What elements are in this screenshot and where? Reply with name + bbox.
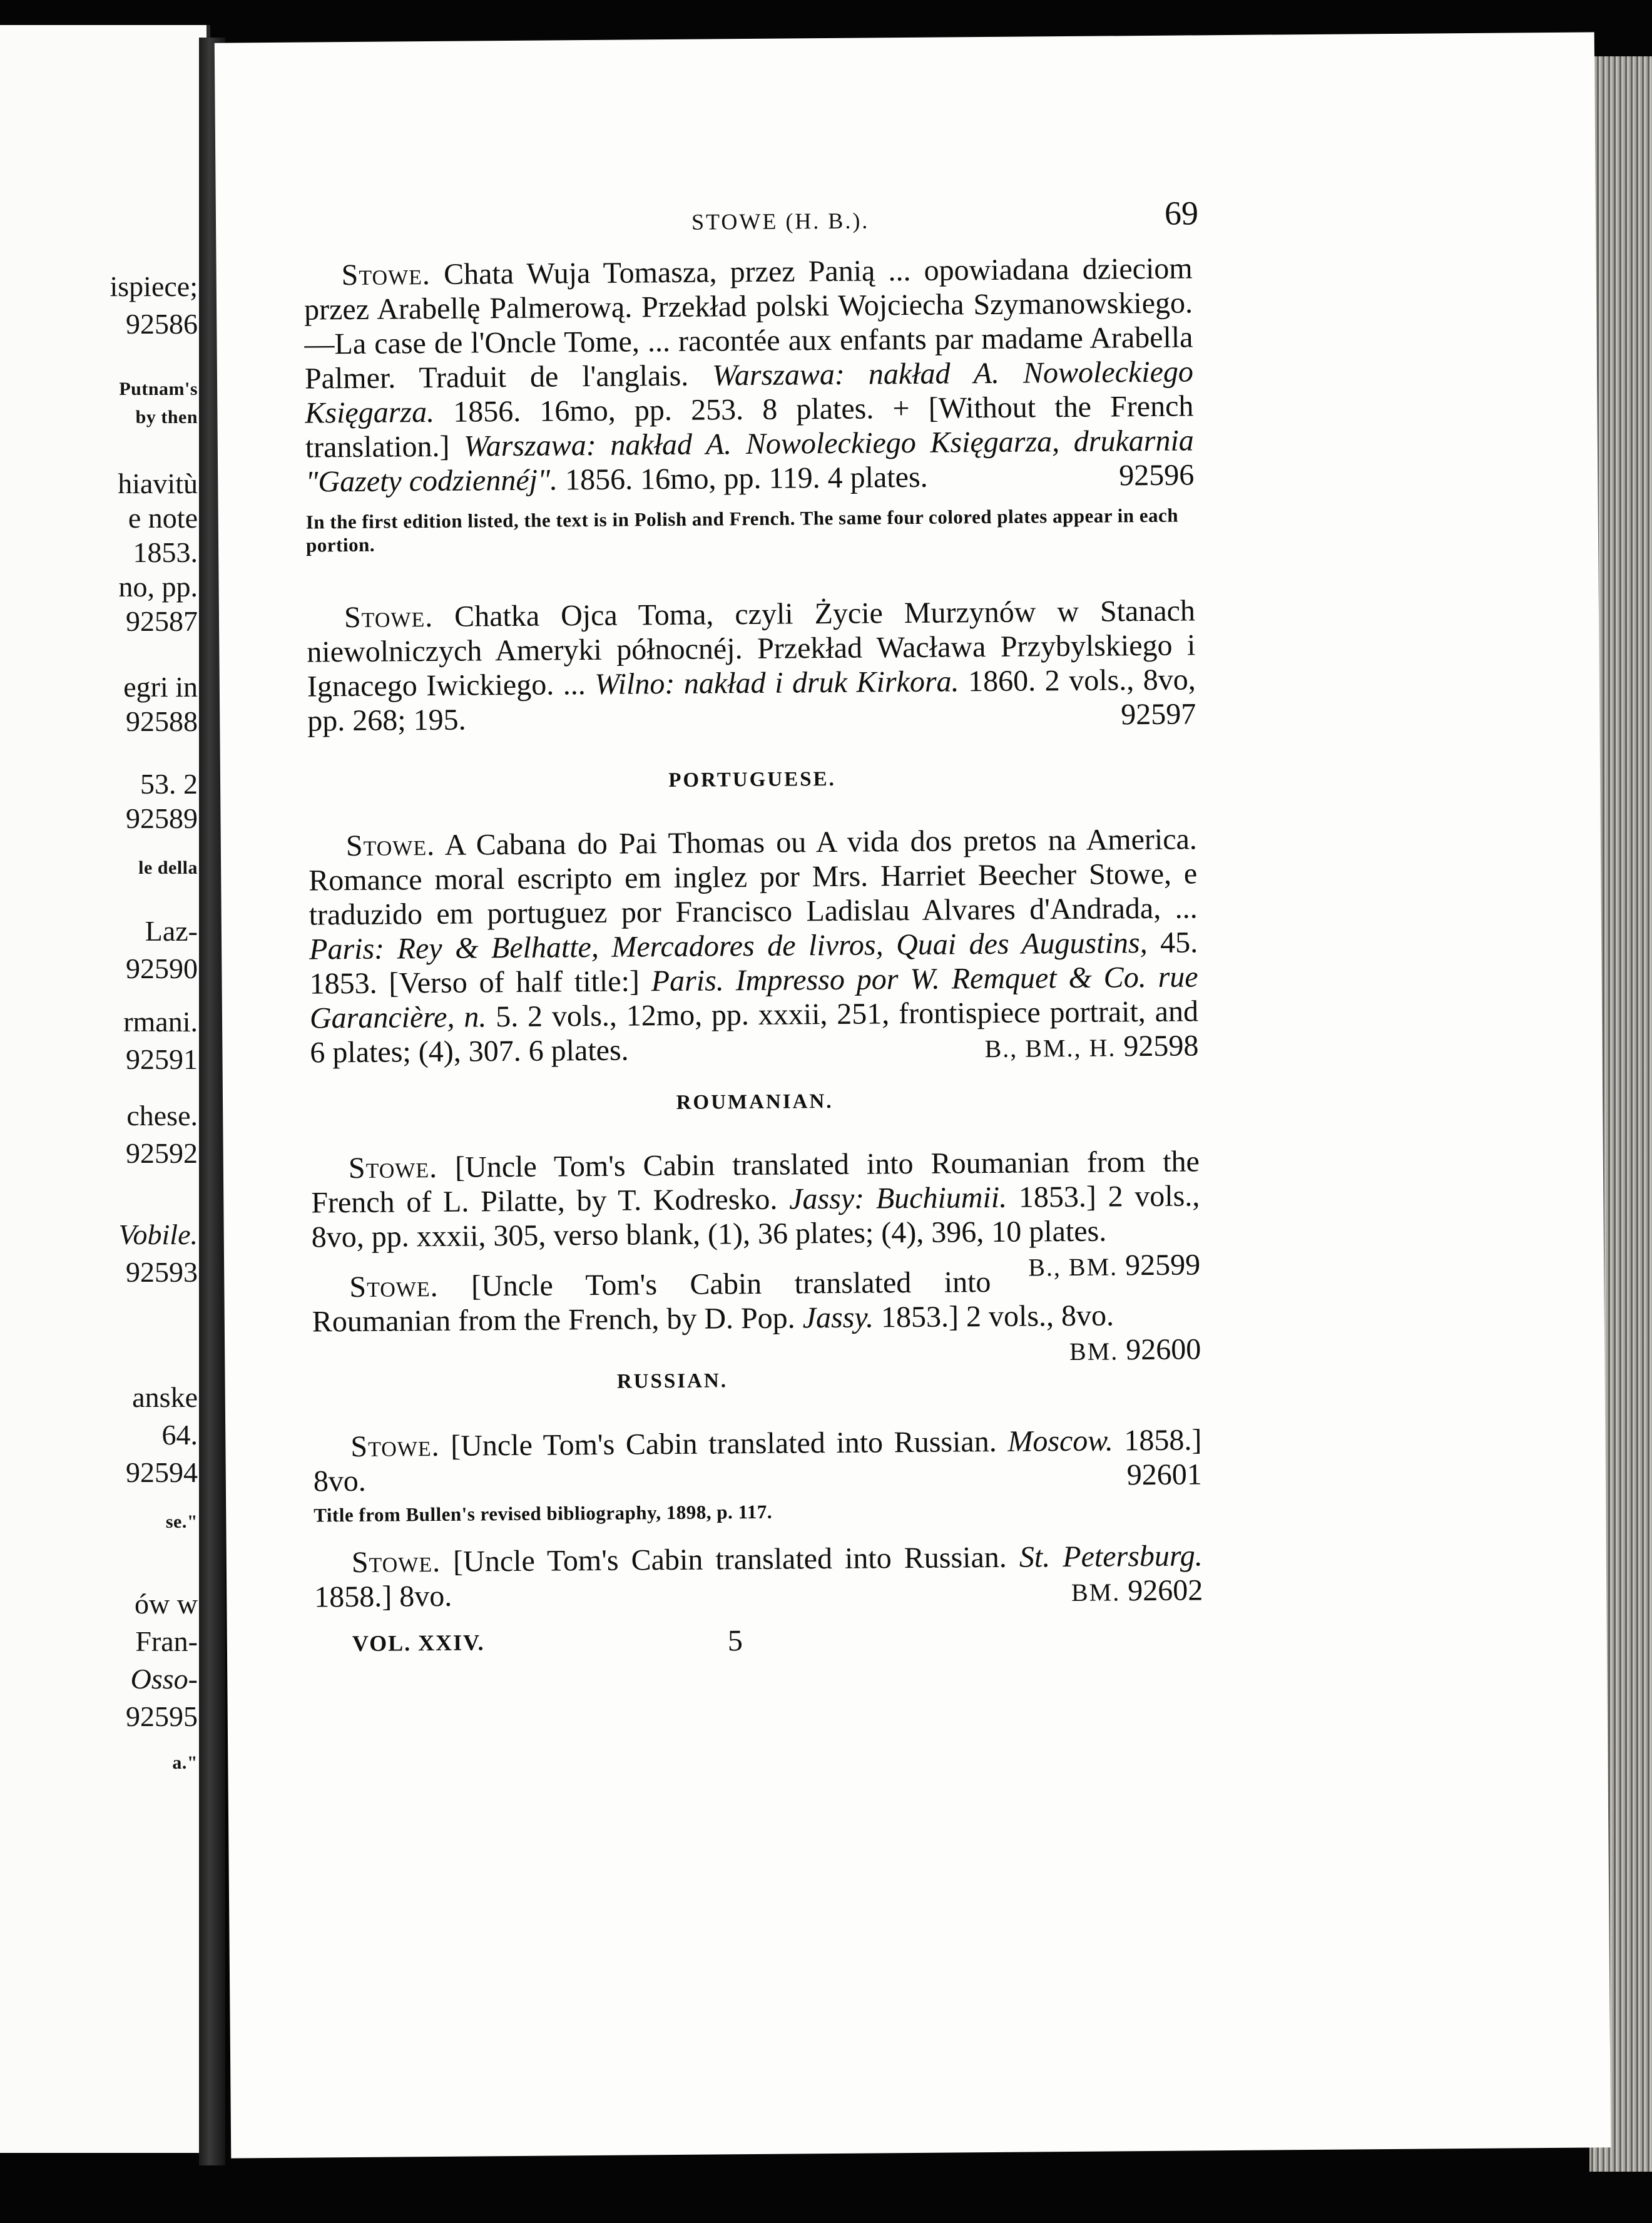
left-line: 92587 xyxy=(126,605,198,637)
entry-number: 92599 xyxy=(1124,1248,1201,1282)
entry-number-line xyxy=(1032,1332,1201,1369)
left-line: 53. 2 xyxy=(140,768,198,800)
entry-author: Stowe. xyxy=(348,1150,438,1185)
entry-imprint: Paris. Impresso por W. Remquet & Co. rue Garancière, n. xyxy=(309,960,1198,1035)
entry-note: In the first edition listed, the text is in Polish and French. The same four colored plates appear in each portion. xyxy=(305,504,1179,556)
entry-title: [Uncle Tom's Cabin translated into Roumanian from the French, by D. Pop. xyxy=(312,1265,991,1339)
entry-holdings: B., BM. xyxy=(1028,1252,1118,1282)
entry-author: Stowe. xyxy=(350,1429,440,1464)
bibliography-entry xyxy=(308,822,1199,1070)
running-head xyxy=(303,194,1199,258)
entry-title: Chatka Ojca Toma, czyli Życie Murzynów w Stanach niewolniczych Ameryki północnéj. Przekład Wacława Przybylskiego i Ignacego Iwickiego. ... xyxy=(307,594,1196,703)
entry-title: [Uncle Tom's Cabin translated into Roumanian from the French of L. Pilatte, by T. Kodresko. xyxy=(311,1145,1200,1220)
bibliography-entry xyxy=(311,1144,1201,1282)
left-line: 92586 xyxy=(126,308,198,340)
entry-number: 92600 xyxy=(1125,1332,1201,1367)
left-line: 64. xyxy=(161,1419,198,1451)
entry-collation: 1858.] 8vo. xyxy=(314,1579,452,1614)
left-line: 92590 xyxy=(126,953,198,984)
entry-imprint: Jassy. xyxy=(802,1301,874,1335)
entry-imprint: Warszawa: nakład A. Nowoleckiego Księgarza, drukarnia "Gazety codziennéj". xyxy=(305,424,1195,499)
entry-collation: 1853.] 2 vols., 8vo, pp. xxxii, 305, verso blank, (1), 36 plates; (4), 396, 10 plates. xyxy=(311,1179,1200,1254)
entry-collation: 1856. 16mo, pp. 253. 8 plates. + [Without the French translation.] xyxy=(305,389,1194,464)
left-line: anske xyxy=(132,1381,198,1413)
entry-author: Stowe. xyxy=(351,1545,441,1580)
page-footer xyxy=(315,1620,1203,1664)
entry-author: Stowe. xyxy=(341,258,431,292)
entry-imprint: Jassy: Buchiumii. xyxy=(788,1180,1007,1216)
left-line: no, pp. xyxy=(118,571,198,603)
entry-holdings: BM. xyxy=(1071,1578,1121,1607)
entry-holdings: BM. xyxy=(1069,1337,1119,1366)
entry-note: Title from Bullen's revised bibliography, 1898, p. 117. xyxy=(314,1500,773,1526)
bibliography-entry xyxy=(313,1423,1202,1498)
left-line: Osso- xyxy=(130,1663,198,1695)
page-number: 69 xyxy=(1164,194,1199,232)
left-line: 1853. xyxy=(133,536,198,568)
spacer xyxy=(306,549,1195,600)
bibliography-entry xyxy=(314,1538,1203,1614)
bibliography-entry xyxy=(303,251,1194,499)
entry-collation: 1853.] 2 vols., 8vo. xyxy=(880,1299,1114,1334)
left-line: ów w xyxy=(135,1588,198,1620)
entry-number-line xyxy=(991,1247,1200,1285)
entry-collation: 1860. 2 vols., 8vo, pp. 268; 195. xyxy=(307,663,1196,738)
entry-author: Stowe. xyxy=(345,828,436,863)
entry-collation: 1856. 16mo, pp. 119. 4 plates. xyxy=(564,460,928,497)
left-line: chese. xyxy=(126,1100,198,1132)
book-page xyxy=(215,32,1611,2158)
entry-number: 92596 xyxy=(1119,458,1195,493)
entry-number: 92598 xyxy=(1123,1029,1199,1063)
entry-imprint: Wilno: nakład i druk Kirkora. xyxy=(594,665,959,701)
left-line: a." xyxy=(172,1752,198,1773)
entry-imprint: Paris: Rey & Belhatte, Mercadores de livros, Quai des Augustins, xyxy=(308,926,1148,966)
entry-collation: 1858.] 8vo. xyxy=(313,1423,1202,1498)
left-line: 92595 xyxy=(126,1700,198,1732)
entry-collation: 45. 1853. [Verso of half title:] xyxy=(309,926,1198,1001)
left-line: 92592 xyxy=(126,1137,198,1169)
left-line: ispiece; xyxy=(110,270,198,302)
previous-page-fragment xyxy=(0,25,210,2153)
section-heading: ROUMANIAN. xyxy=(676,1090,834,1114)
running-head-title: STOWE (H. B.). xyxy=(691,208,870,235)
left-line: by then xyxy=(135,407,198,427)
page-content xyxy=(303,194,1203,1664)
entry-collation: 5. 2 vols., 12mo, pp. xxxii, 251, frontispiece portrait, and 6 plates; (4), 307. 6 plates. xyxy=(310,994,1199,1070)
section-heading: RUSSIAN. xyxy=(616,1369,728,1393)
volume-mark: VOL. XXIV. xyxy=(352,1630,485,1657)
entry-number-line xyxy=(947,1028,1198,1066)
entry-imprint: St. Petersburg. xyxy=(1019,1539,1203,1574)
entry-title: [Uncle Tom's Cabin translated into Russian. xyxy=(452,1540,1007,1578)
left-line: 92591 xyxy=(126,1043,198,1075)
left-line: se." xyxy=(165,1511,198,1532)
left-line: Vobile. xyxy=(118,1219,198,1250)
entry-number: 92602 xyxy=(1128,1573,1203,1608)
left-line: 92588 xyxy=(126,705,198,737)
entry-number-line xyxy=(1034,1573,1203,1610)
left-line: hiavitù xyxy=(118,468,198,499)
entry-number: 92597 xyxy=(1121,697,1196,732)
left-line: rmani. xyxy=(123,1006,198,1038)
left-line: e note xyxy=(128,502,198,534)
entry-author: Stowe. xyxy=(344,600,434,635)
section-heading: PORTUGUESE. xyxy=(668,767,836,792)
bibliography-entry xyxy=(307,593,1196,738)
left-line: le della xyxy=(138,857,198,878)
left-line: 92594 xyxy=(126,1456,198,1488)
entry-imprint: Warszawa: nakład A. Nowoleckiego Księgarza. xyxy=(305,355,1194,430)
entry-title: Chata Wuja Tomasza, przez Panią ... opowiadana dzieciom przez Arabellę Palmerową. Przekład polski Wojciecha Szymanowskiego.—La case de l'Oncle Tome, ... racontée aux enfants par madame Arabella Palmer. Traduit de l'anglais. xyxy=(303,252,1193,396)
left-line: Laz- xyxy=(145,915,198,947)
entry-author: Stowe. xyxy=(349,1269,439,1304)
signature-mark: 5 xyxy=(727,1624,745,1658)
entry-title: [Uncle Tom's Cabin translated into Russian. xyxy=(451,1424,997,1463)
left-line: 92589 xyxy=(126,802,198,834)
entry-imprint: Moscow. xyxy=(1007,1424,1113,1458)
entry-title: A Cabana do Pai Thomas ou A vida dos pretos na America. Romance moral escripto em inglez por Mrs. Harriet Beecher Stowe, e traduzido em portuguez por Francisco Ladislau Alvares d'Andrada, ... xyxy=(308,822,1198,932)
left-line: 92593 xyxy=(126,1256,198,1288)
entry-holdings: B., BM., H. xyxy=(984,1033,1116,1063)
left-line: Putnam's xyxy=(119,379,198,399)
left-line: egri in xyxy=(123,671,198,703)
left-line: Fran- xyxy=(135,1625,198,1657)
entry-number: 92601 xyxy=(1126,1458,1202,1492)
